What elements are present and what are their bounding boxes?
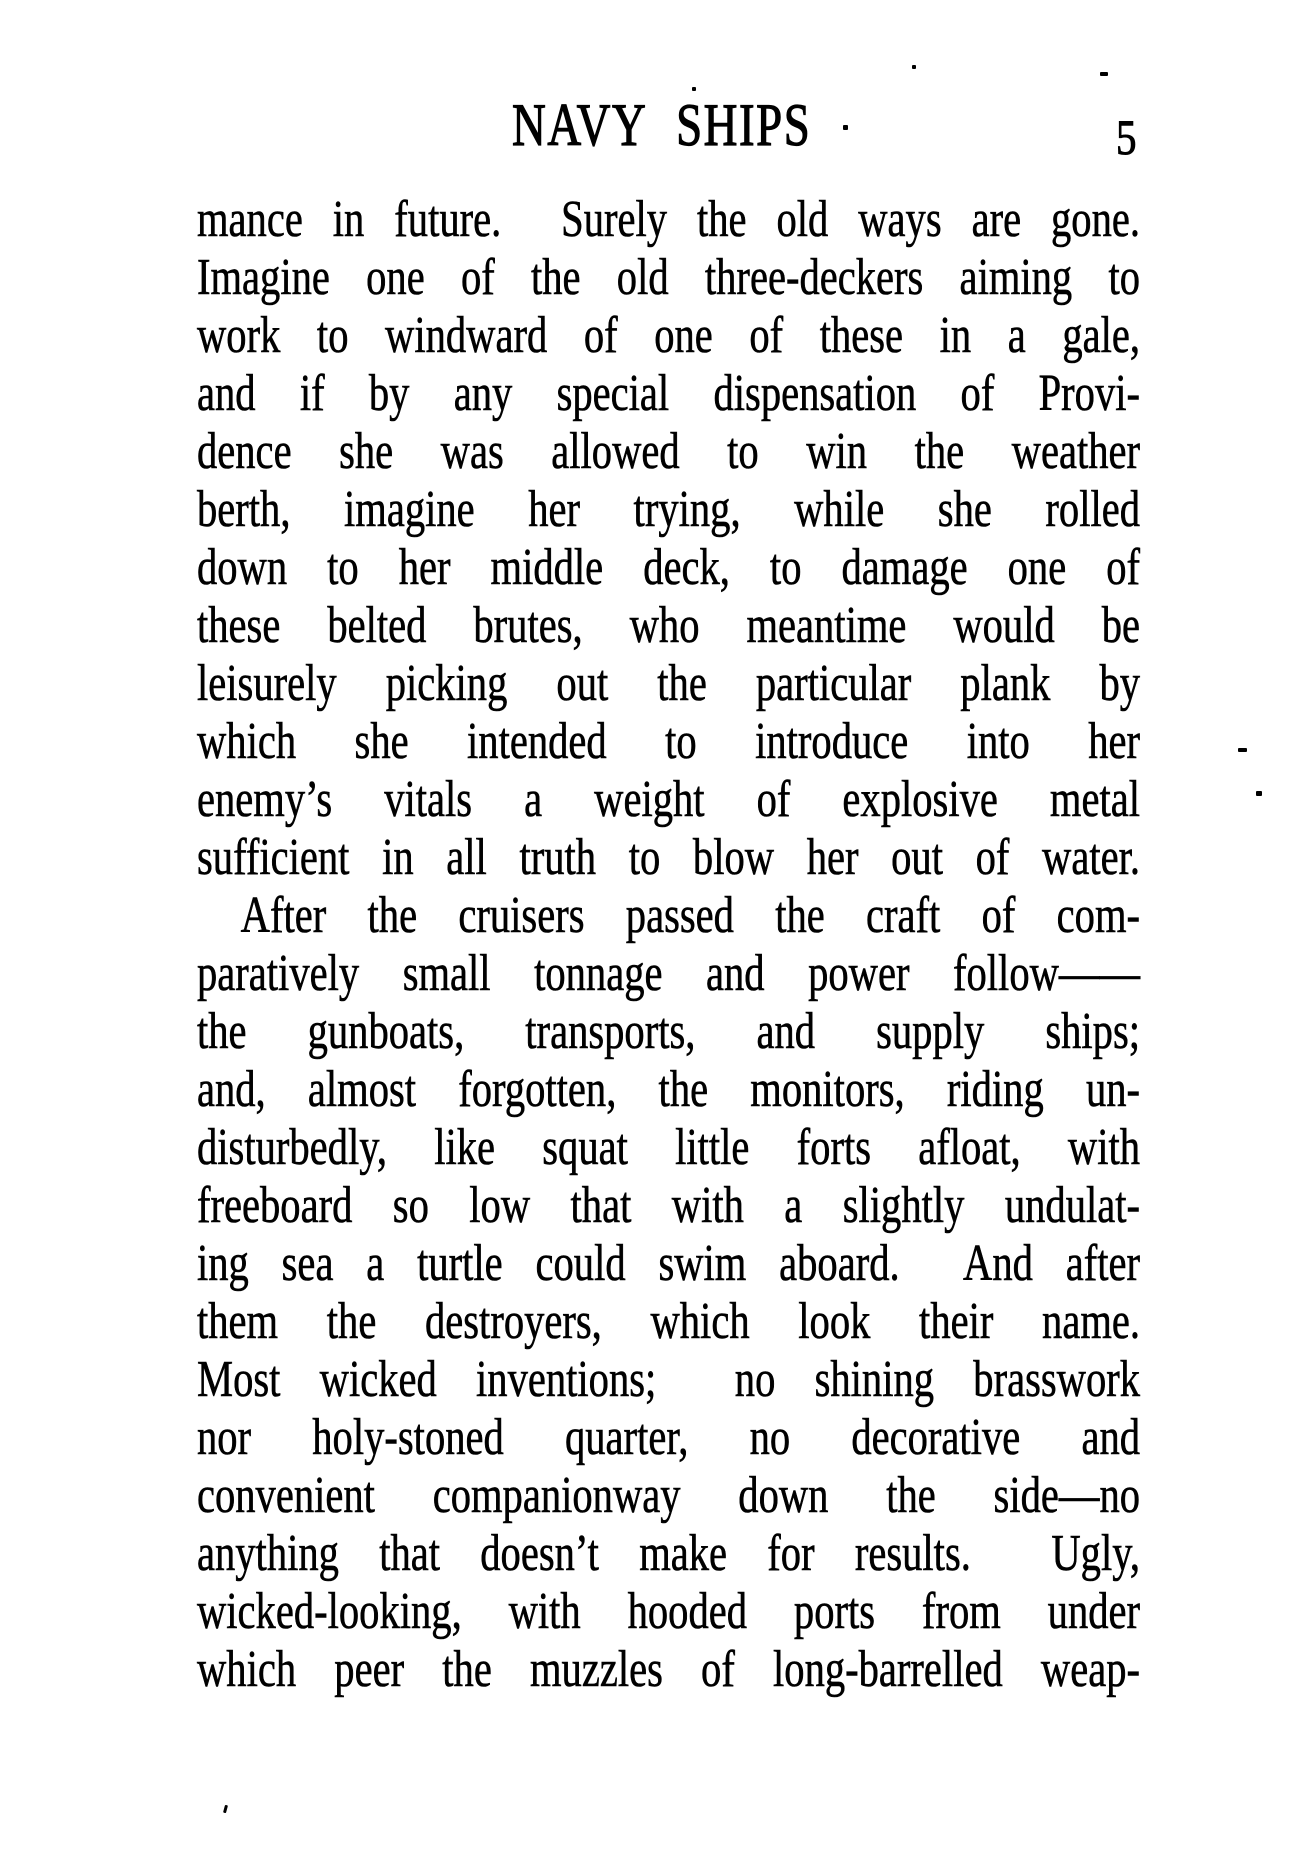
page-header-title: NAVY SHIPS — [512, 92, 812, 158]
text-line: Imagine one of the old three-deckers aiming to — [197, 249, 1141, 306]
text-line: Most wicked inventions; no shining brasswork — [197, 1351, 1141, 1408]
scan-speck — [1238, 748, 1247, 752]
page-number: 5 — [1116, 109, 1137, 165]
scan-speck — [843, 125, 848, 130]
scan-speck — [1100, 72, 1108, 76]
text-line: ing sea a turtle could swim aboard. And after — [197, 1235, 1141, 1292]
text-line: and if by any special dispensation of Provi- — [197, 365, 1141, 422]
text-line: sufficient in all truth to blow her out of water. — [197, 829, 1141, 886]
text-line: which peer the muzzles of long-barrelled weap- — [197, 1641, 1141, 1698]
text-line: down to her middle deck, to damage one of — [197, 539, 1141, 596]
text-line: leisurely picking out the particular plank by — [197, 655, 1141, 712]
scan-speck — [1256, 791, 1262, 796]
text-line: berth, imagine her trying, while she rolled — [197, 481, 1141, 538]
text-line: the gunboats, transports, and supply ships; — [197, 1003, 1141, 1060]
text-line: them the destroyers, which look their name. — [197, 1293, 1141, 1350]
text-line: dence she was allowed to win the weather — [197, 423, 1141, 480]
text-line: anything that doesn’t make for results. Ugly, — [197, 1525, 1141, 1582]
text-line: and, almost forgotten, the monitors, riding un- — [197, 1061, 1141, 1118]
text-line: paratively small tonnage and power follow—— — [197, 945, 1141, 1002]
scan-speck — [912, 65, 916, 69]
text-line: these belted brutes, who meantime would be — [197, 597, 1141, 654]
page-body-text — [197, 191, 1140, 1699]
text-line: which she intended to introduce into her — [197, 713, 1141, 770]
text-line: freeboard so low that with a slightly undulat- — [197, 1177, 1141, 1234]
text-line-paragraph-start: After the cruisers passed the craft of com- — [240, 887, 1141, 944]
scan-speck — [692, 87, 696, 91]
text-line: convenient companionway down the side—no — [197, 1467, 1141, 1524]
text-line: mance in future. Surely the old ways are gone. — [197, 191, 1141, 248]
text-line: nor holy-stoned quarter, no decorative and — [197, 1409, 1141, 1466]
text-line: enemy’s vitals a weight of explosive metal — [197, 771, 1141, 828]
text-line: disturbedly, like squat little forts afloat, with — [197, 1119, 1141, 1176]
text-line: wicked-looking, with hooded ports from under — [197, 1583, 1141, 1640]
text-line: work to windward of one of these in a gale, — [197, 307, 1141, 364]
scan-speck — [223, 1805, 228, 1814]
